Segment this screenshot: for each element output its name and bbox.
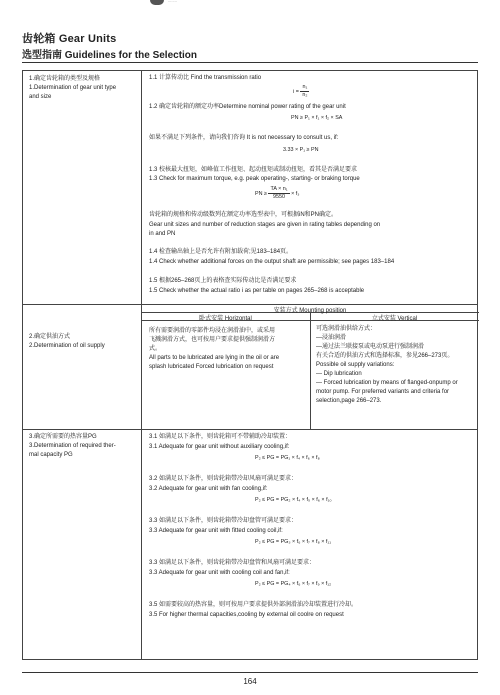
horizontal-line: 式。	[149, 346, 162, 352]
s35-cn: 3.5 如需要较高的热容量，则可按用户要求提供外部润滑油冷却装置进行冷却。	[149, 602, 358, 608]
s31-formula: P₂ ≤ PG = PG₁ × f₄ × f₆ × f₈	[255, 455, 320, 461]
s13-sizes-en: Gear unit sizes and number of reduction stages are given in rating tables depending on	[149, 222, 381, 228]
s12-formula: PN ≥ P₁ × f₁ × f₂ × SA	[291, 115, 343, 121]
s34-en: 3.3 Adequate for gear unit with cooling coil and fan,if:	[149, 570, 290, 576]
header-logo	[150, 0, 240, 6]
s34-cn: 3.3 如满足以下条件，则齿轮箱带冷却盘管和风扇可满足要求：	[149, 560, 316, 566]
s13-en: 1.3 Check for maximum torque, e.g. peak operating-, starting- or braking torque	[149, 176, 360, 182]
consult-text: 如果不满足下列条件，请向我们咨询 It is not necessary to consult us, if:	[149, 135, 339, 141]
s11-num: n₁	[300, 84, 309, 92]
horizontal-line: 飞溅润滑方式，也可按用户要求提供强制润滑方	[149, 337, 276, 343]
vertical-line: motor pump. For preferred variants and criteria for	[316, 389, 450, 395]
s15-en: 1.5 Check whether the actual ratio i as per table on pages 265–268 is acceptable	[149, 288, 365, 294]
s11-formula	[293, 84, 309, 99]
s14-en: 1.4 Check whether additional forces on the output shaft are permissible; see pages 183–184	[149, 259, 395, 265]
page-title: 齿轮箱 Gear Units	[22, 33, 117, 45]
s11-fraction	[300, 84, 309, 99]
section1-left-line: 1.Determination of gear unit type	[29, 85, 117, 91]
section2-left	[29, 333, 137, 351]
s13-sizes-cn: 齿轮箱的规格和传动级数列在额定功率选型表中，可根据iN和PN确定。	[149, 212, 338, 218]
section1-left	[29, 75, 137, 102]
s31-en: 3.1 Adequate for gear unit without auxiliary cooling,if:	[149, 444, 290, 450]
s13-cn: 1.3 校核最大扭矩，如峰值工作扭矩、起动扭矩或制动扭矩，看其是否满足要求	[149, 167, 358, 173]
s32-formula: P₂ ≤ PG = PG₂ × f₄ × f₅ × f₆ × f₁₀	[255, 497, 332, 503]
s34-formula: P₂ ≤ PG = PG₄ × f₆ × f₇ × f₉ × f₁₂	[255, 581, 332, 587]
s11-den: n₂	[302, 92, 308, 98]
horizontal-text	[149, 327, 305, 372]
horizontal-line: splash lubricated Forced lubrication on request	[149, 364, 274, 370]
s11-lhs: i =	[293, 88, 301, 95]
section1-left-line: 1.确定齿轮箱的类型及规格	[29, 76, 101, 82]
section2-left-line: 2.确定供油方式	[29, 334, 71, 340]
logo-text: ........	[168, 0, 177, 3]
section3-left-line: mal capacity PG	[29, 452, 73, 458]
vertical-line: selection,page 266–273.	[316, 398, 382, 404]
section2-left-line: 2.Determination of oil supply	[29, 343, 105, 349]
vertical-text	[316, 325, 474, 406]
mounting-vertical: 立式安装 Vertical	[371, 316, 418, 322]
s13-fraction	[268, 186, 289, 201]
horizontal-line: All parts to be lubricated are lying in the oil or are	[149, 355, 280, 361]
vertical-line: —浸油润滑	[316, 335, 347, 341]
page-subtitle: 选型指南 Guidelines for the Selection	[22, 50, 198, 61]
vertical-line: — Forced lubrication by means of flanged-onpump or	[316, 380, 458, 386]
s15-cn: 1.5 根据265–268页上的表格查实际传动比是否满足要求	[149, 278, 297, 284]
selection-table	[22, 70, 478, 660]
s13-den: 9550	[273, 194, 286, 200]
horizontal-line: 所有需要润滑的零部件均浸在润滑油中，或采用	[149, 328, 276, 334]
mounting-title: 安装方式 Mounting position	[273, 308, 347, 314]
s13-lhs: PN ≥	[255, 190, 269, 197]
s31-cn: 3.1 如满足以下条件，则齿轮箱可不带辅助冷却装置：	[149, 434, 292, 440]
s35-en: 3.5 For higher thermal capacities,cooling by external oil coolre on request	[149, 612, 344, 618]
vertical-line: — Dip lubrication	[316, 371, 362, 377]
s32-en: 3.2 Adequate for gear unit with fan cooling,if:	[149, 486, 268, 492]
s32-cn: 3.2 如满足以下条件，则齿轮箱带冷却风扇可满足要求：	[149, 476, 298, 482]
section3-left-line: 3.Determination of required ther-	[29, 443, 116, 449]
s14-cn: 1.4 检查输出轴上是否允许有附加载荷;见183–184页。	[149, 249, 293, 255]
s13-num: TA × n₁	[270, 186, 288, 192]
consult-formula: 3.33 × P₁ ≥ PN	[283, 147, 319, 153]
mount-col-divider	[310, 312, 311, 429]
vertical-line: Possible oil supply variations:	[316, 362, 395, 368]
s13-rhs: × f₃	[291, 190, 300, 197]
s13-sizes-en2: in and PN	[149, 231, 176, 237]
s12-text: 1.2 确定齿轮箱的额定功率Determine nominal power rating of the gear unit	[149, 104, 346, 110]
column-divider	[141, 71, 142, 659]
section1-left-line: and size	[29, 94, 52, 100]
s11-text: 1.1 计算传动比 Find the transmission ratio	[149, 75, 262, 81]
s13-formula	[255, 186, 299, 201]
section3-left	[29, 433, 137, 460]
s33-formula: P₂ ≤ PG = PG₃ × f₆ × f₇ × f₈ × f₁₁	[255, 539, 332, 545]
s33-en: 3.3 Adequate for gear unit with fitted cooling coil,if:	[149, 528, 283, 534]
row-divider-2	[23, 429, 477, 430]
page-number: 164	[243, 677, 257, 686]
vertical-line: —通过法兰联接泵或电动泵进行强制润滑	[316, 344, 425, 350]
vertical-line: 有关合适的供油方式和选择标准，参见266–273页。	[316, 353, 454, 359]
s33-cn: 3.3 如满足以下条件，则齿轮箱带冷却盘管可满足要求：	[149, 518, 298, 524]
title-rule	[22, 62, 478, 63]
vertical-line: 可选润滑油供给方式：	[316, 326, 377, 332]
section3-left-line: 3.确定所需要的热容量PG	[29, 434, 97, 440]
footer-rule	[22, 672, 478, 673]
logo-mark	[150, 0, 164, 5]
mounting-horizontal: 卧式安装 Horizontal	[199, 316, 252, 322]
